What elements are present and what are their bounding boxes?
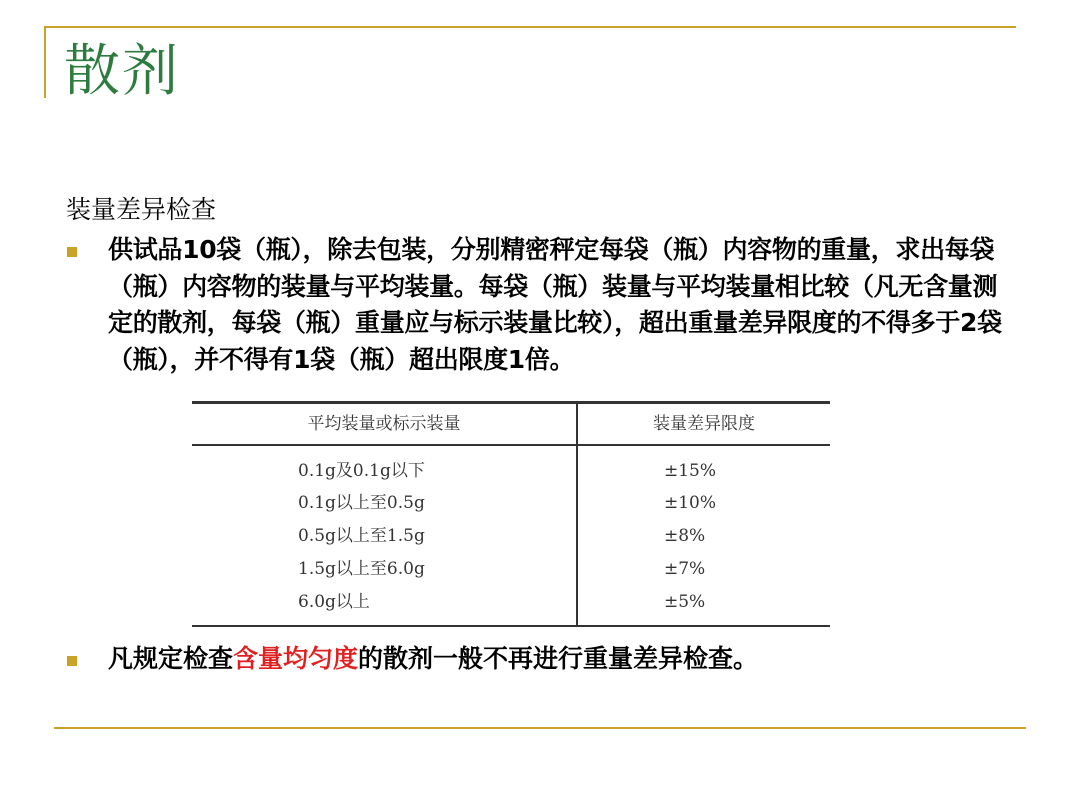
table-row	[192, 521, 830, 551]
table-cell-range: 1.5g以上至6.0g	[298, 559, 425, 579]
table-cell-limit: ±7%	[664, 559, 706, 579]
bullet-paragraph-note	[108, 641, 758, 677]
table-cell-range: 0.5g以上至1.5g	[298, 526, 425, 546]
table-header-limit: 装量差异限度	[653, 414, 755, 434]
table-cell-limit: ±15%	[664, 461, 717, 481]
table-row	[192, 587, 830, 617]
table-top-rule	[192, 401, 830, 404]
section-heading: 装量差异检查	[66, 195, 217, 224]
table-cell-limit: ±8%	[664, 526, 706, 546]
note-text-start: 凡规定检查	[108, 644, 234, 673]
bottom-rule	[54, 727, 1026, 729]
table-bottom-rule	[192, 625, 830, 627]
note-text-end: 的散剂一般不再进行重量差异检查。	[358, 644, 759, 673]
note-text-highlight: 含量均匀度	[233, 644, 359, 673]
table-cell-range: 0.1g以上至0.5g	[298, 493, 425, 513]
slide-title: 散剂	[64, 39, 180, 104]
title-accent-rule	[44, 26, 46, 98]
top-rule	[44, 26, 1016, 28]
table-header-range: 平均装量或标示装量	[307, 414, 461, 434]
table-row	[192, 554, 830, 584]
weight-variation-table	[192, 401, 830, 627]
bullet-paragraph-procedure: 供试品10袋（瓶），除去包装，分别精密秤定每袋（瓶）内容物的重量，求出每袋（瓶）内容物的装量与平均装量。每袋（瓶）装量与平均装量相比较（凡无含量测定的散剂，每袋（瓶）重量应与标示装量比较），超出重量差异限度的不得多于2袋（瓶），并不得有1袋（瓶）超出限度1倍。	[108, 235, 1002, 374]
table-cell-limit: ±5%	[664, 592, 706, 612]
bullet-square-icon	[67, 247, 77, 257]
table-header-rule	[192, 444, 830, 446]
table-cell-limit: ±10%	[664, 493, 717, 513]
table-cell-range: 0.1g及0.1g以下	[298, 461, 425, 481]
table-row	[192, 488, 830, 518]
table-cell-range: 6.0g以上	[298, 592, 370, 612]
table-row	[192, 456, 830, 486]
bullet-square-icon	[67, 656, 77, 666]
